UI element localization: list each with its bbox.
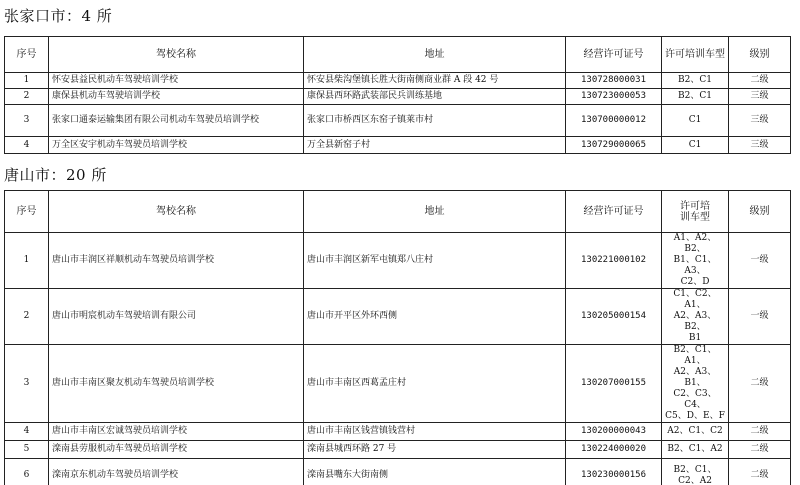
- cell-address: 唐山市丰润区新军屯镇郑八庄村: [304, 233, 566, 289]
- cell-level: 二级: [729, 73, 791, 89]
- cell-index: 3: [5, 345, 49, 423]
- cell-address: 康保县西环路武装部民兵训练基地: [304, 89, 566, 105]
- section-title-tangshan: 唐山市：20 所: [4, 166, 107, 184]
- cell-name: 唐山市明宸机动车驾驶培训有限公司: [49, 289, 304, 345]
- cell-name: 万全区安宇机动车驾驶员培训学校: [49, 137, 304, 154]
- header-types: [662, 191, 729, 233]
- cell-index: 1: [5, 73, 49, 89]
- table-row: [5, 289, 791, 345]
- cell-level: 三级: [729, 137, 791, 154]
- table-tangshan: [4, 190, 791, 485]
- cell-types: [662, 459, 729, 485]
- table-row: [5, 73, 791, 89]
- cell-license: 130230000156: [566, 459, 662, 485]
- cell-name: 滦南县劳服机动车驾驶员培训学校: [49, 441, 304, 459]
- header-types-line: 许可培: [680, 200, 710, 212]
- cell-level: 三级: [729, 105, 791, 137]
- table-row: [5, 233, 791, 289]
- types-line: B1: [688, 333, 702, 343]
- cell-types: [662, 233, 729, 289]
- table-zhangjiakou: [4, 36, 791, 154]
- types-line: C2、A2: [678, 475, 712, 485]
- cell-types: C1: [662, 105, 729, 137]
- cell-address: 滦南县嘴东大街南侧: [304, 459, 566, 485]
- cell-types: [662, 289, 729, 345]
- cell-types: B2、C1: [662, 73, 729, 89]
- types-line: C2、C3、C4、: [673, 389, 717, 410]
- cell-name: 唐山市丰润区祥顺机动车驾驶员培训学校: [49, 233, 304, 289]
- cell-level: 二级: [729, 459, 791, 485]
- header-name: 驾校名称: [49, 191, 304, 233]
- header-address: 地址: [304, 191, 566, 233]
- cell-license: 130700000012: [566, 105, 662, 137]
- types-line: B1、C1、A3、: [673, 255, 717, 276]
- types-line: C5、D、E、F: [665, 411, 725, 421]
- cell-level: 一级: [729, 233, 791, 289]
- types-line: A1、A2、B2、: [673, 233, 717, 254]
- table-header-row: [5, 37, 791, 73]
- cell-level: 二级: [729, 423, 791, 441]
- cell-address: 怀安县柴沟堡镇长胜大街南侧商业群 A 段 42 号: [304, 73, 566, 89]
- header-index: 序号: [5, 191, 49, 233]
- cell-name: 唐山市丰南区宏诚驾驶员培训学校: [49, 423, 304, 441]
- cell-index: 2: [5, 89, 49, 105]
- cell-license: 130221000102: [566, 233, 662, 289]
- table-row: [5, 105, 791, 137]
- cell-index: 3: [5, 105, 49, 137]
- cell-license: 130200000043: [566, 423, 662, 441]
- table-row: [5, 441, 791, 459]
- header-index: 序号: [5, 37, 49, 73]
- header-name: 驾校名称: [49, 37, 304, 73]
- cell-license: 130728000031: [566, 73, 662, 89]
- header-level: 级别: [729, 191, 791, 233]
- cell-license: 130729000065: [566, 137, 662, 154]
- header-address: 地址: [304, 37, 566, 73]
- cell-index: 4: [5, 137, 49, 154]
- cell-types: A2、C1、C2: [662, 423, 729, 441]
- cell-license: 130205000154: [566, 289, 662, 345]
- cell-level: 二级: [729, 441, 791, 459]
- cell-address: 万全县新窑子村: [304, 137, 566, 154]
- header-license: 经营许可证号: [566, 191, 662, 233]
- cell-types: [662, 345, 729, 423]
- header-license: 经营许可证号: [566, 37, 662, 73]
- table-row: [5, 459, 791, 485]
- cell-index: 6: [5, 459, 49, 485]
- cell-index: 5: [5, 441, 49, 459]
- table-row: [5, 89, 791, 105]
- cell-name: 滦南京东机动车驾驶员培训学校: [49, 459, 304, 485]
- cell-license: 130207000155: [566, 345, 662, 423]
- types-line: A2、A3、B2、: [673, 311, 717, 332]
- section-title-zhangjiakou: 张家口市：4 所: [4, 7, 113, 25]
- cell-license: 130224000020: [566, 441, 662, 459]
- cell-name: 康保县机动车驾驶培训学校: [49, 89, 304, 105]
- header-level: 级别: [729, 37, 791, 73]
- types-line: A2、A3、B1、: [673, 367, 717, 388]
- types-line: B2、C1、: [673, 464, 717, 475]
- cell-index: 4: [5, 423, 49, 441]
- cell-address: 唐山市开平区外环西侧: [304, 289, 566, 345]
- cell-types: B2、C1、A2: [662, 441, 729, 459]
- cell-address: 唐山市丰南区西葛孟庄村: [304, 345, 566, 423]
- cell-types: B2、C1: [662, 89, 729, 105]
- cell-name: 唐山市丰南区聚友机动车驾驶员培训学校: [49, 345, 304, 423]
- table-row: [5, 137, 791, 154]
- cell-name: 张家口通泰运输集团有限公司机动车驾驶员培训学校: [49, 105, 304, 137]
- table-header-row: [5, 191, 791, 233]
- table-row: [5, 345, 791, 423]
- cell-level: 一级: [729, 289, 791, 345]
- cell-index: 2: [5, 289, 49, 345]
- cell-level: 三级: [729, 89, 791, 105]
- types-line: B2、C1、A1、: [673, 345, 717, 366]
- cell-address: 滦南县城西环路 27 号: [304, 441, 566, 459]
- cell-name: 怀安县益民机动车驾驶培训学校: [49, 73, 304, 89]
- cell-level: 二级: [729, 345, 791, 423]
- types-line: C2、D: [680, 277, 710, 287]
- cell-address: 张家口市桥西区东窑子镇莱市村: [304, 105, 566, 137]
- cell-types: C1: [662, 137, 729, 154]
- table-row: [5, 423, 791, 441]
- cell-license: 130723000053: [566, 89, 662, 105]
- cell-index: 1: [5, 233, 49, 289]
- types-line: C1、C2、A1、: [673, 289, 717, 310]
- header-types-line: 训车型: [680, 211, 710, 223]
- header-types: 许可培训车型: [662, 37, 729, 73]
- cell-address: 唐山市丰南区钱营镇钱营村: [304, 423, 566, 441]
